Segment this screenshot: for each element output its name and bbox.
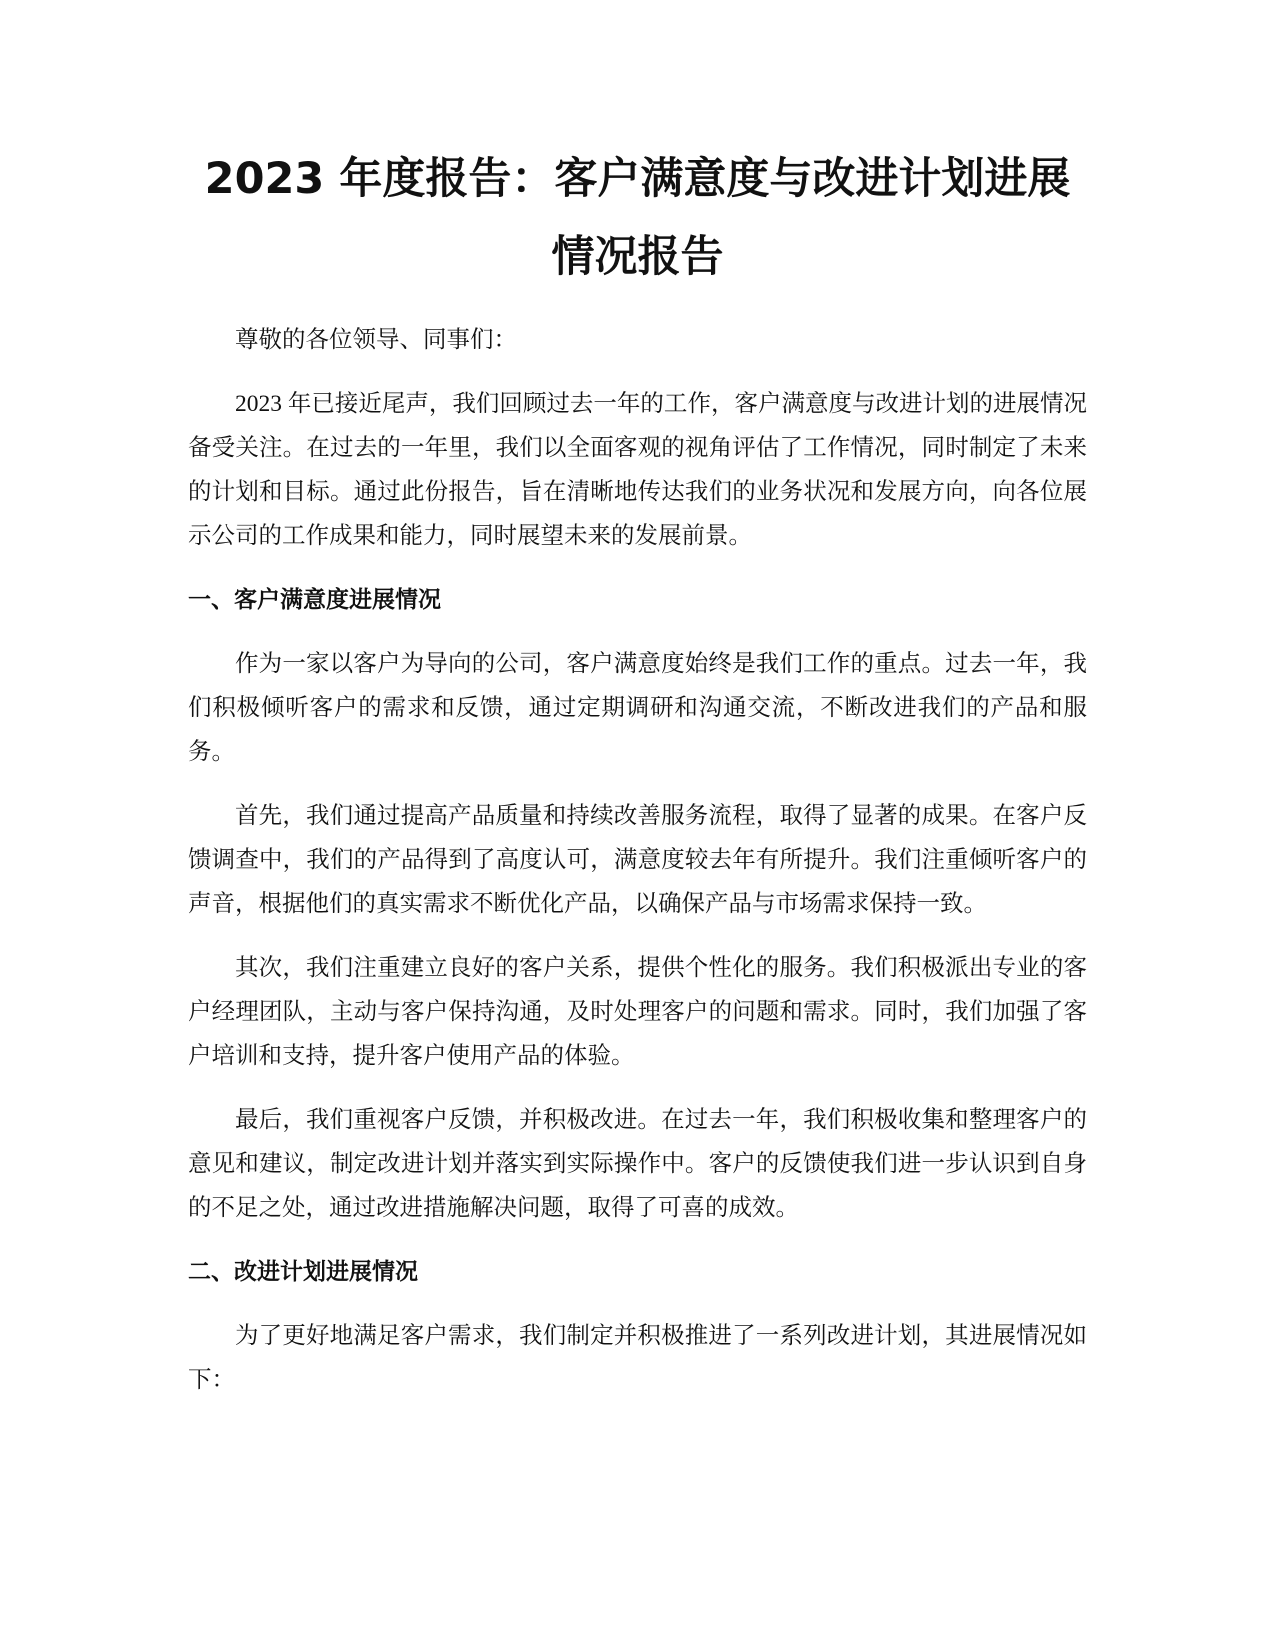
section-1-paragraph-2: 首先，我们通过提高产品质量和持续改善服务流程，取得了显著的成果。在客户反馈调查中，我们的产品得到了高度认可，满意度较去年有所提升。我们注重倾听客户的声音，根据他们的真实需求不断优化产品，以确保产品与市场需求保持一致。 — [188, 803, 1087, 917]
section-2-heading: 二、改进计划进展情况 — [188, 1259, 418, 1285]
section-1-paragraph-4: 最后，我们重视客户反馈，并积极改进。在过去一年，我们积极收集和整理客户的意见和建议，制定改进计划并落实到实际操作中。客户的反馈使我们进一步认识到自身的不足之处，通过改进措施解决问题，取得了可喜的成效。 — [188, 1107, 1087, 1221]
document-title — [188, 140, 1087, 296]
section-1-heading: 一、客户满意度进展情况 — [188, 587, 441, 613]
section-1-paragraph-1: 作为一家以客户为导向的公司，客户满意度始终是我们工作的重点。过去一年，我们积极倾听客户的需求和反馈，通过定期调研和沟通交流，不断改进我们的产品和服务。 — [188, 651, 1087, 765]
section-2-paragraph-1: 为了更好地满足客户需求，我们制定并积极推进了一系列改进计划，其进展情况如下： — [188, 1323, 1087, 1393]
greeting: 尊敬的各位领导、同事们： — [235, 327, 517, 353]
section-1-paragraph-3: 其次，我们注重建立良好的客户关系，提供个性化的服务。我们积极派出专业的客户经理团队，主动与客户保持沟通，及时处理客户的问题和需求。同时，我们加强了客户培训和支持，提升客户使用产品的体验。 — [188, 955, 1087, 1069]
intro-paragraph: 2023 年已接近尾声，我们回顾过去一年的工作，客户满意度与改进计划的进展情况备受关注。在过去的一年里，我们以全面客观的视角评估了工作情况，同时制定了未来的计划和目标。通过此份报告，旨在清晰地传达我们的业务状况和发展方向，向各位展示公司的工作成果和能力，同时展望未来的发展前景。 — [188, 391, 1087, 549]
title-line-2: 情况报告 — [551, 232, 724, 282]
title-line-1: 2023 年度报告：客户满意度与改进计划进展 — [204, 154, 1071, 204]
